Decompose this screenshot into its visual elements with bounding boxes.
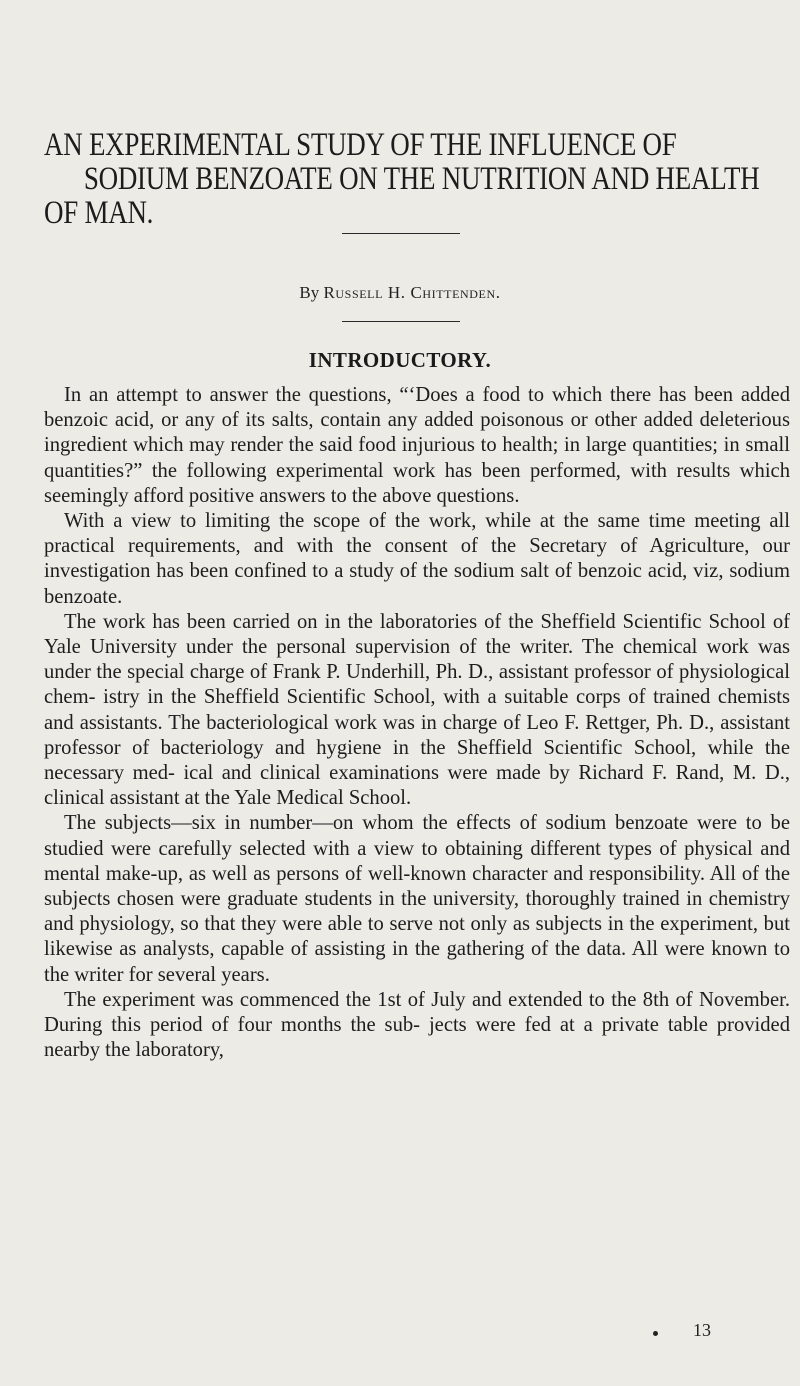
paragraph: The work has been carried on in the laboratories of the Sheffield Scientific School of Yale University under the personal supervision of the writer. The chemical work was under the special charge of Frank P. Underhill, Ph. D., assistant professor of physiological chem- istry in the Sheffield Scientific School, with a suitable corps of trained chemists and assistants. The bacteriological work was in charge of Leo F. Rettger, Ph. D., assistant professor of bacteriology and hygiene in the Sheffield Scientific School, while the necessary med- ical and clinical examinations were made by Richard F. Rand, M. D., clinical assistant at the Yale Medical School. [44,610,790,810]
author-name: Russell H. Chittenden. [323,283,501,302]
body-text [44,383,790,1063]
article-title [44,128,774,230]
ink-mark [653,1331,658,1336]
title-line-1: AN EXPERIMENTAL STUDY OF THE INFLUENCE OF [44,127,677,163]
byline-divider [342,321,460,322]
section-heading: INTRODUCTORY. [308,348,492,372]
title-line-2: SODIUM BENZOATE ON THE NUTRITION AND HEALTH [83,161,760,197]
title-line-3: OF MAN. [44,195,154,231]
paragraph: With a view to limiting the scope of the work, while at the same time meeting all practical requirements, and with the consent of the Secretary of Agriculture, our investigation has been confined to a study of the sodium salt of benzoic acid, viz, sodium benzoate. [44,510,790,608]
paragraph: The experiment was commenced the 1st of July and extended to the 8th of November. During this period of four months the sub- jects were fed at a private table provided nearby the laboratory, [44,988,790,1062]
title-divider [342,233,460,234]
byline-prefix: By [299,283,320,302]
paragraph: In an attempt to answer the questions, “‘Does a food to which there has been added benzoic acid, or any of its salts, contain any added poisonous or other added deleterious ingredient which may render the said food injurious to health; in large quantities; in small quantities?” the following experimental work has been performed, with results which seemingly afford positive answers to the above questions. [44,384,790,507]
paragraph: The subjects—six in number—on whom the effects of sodium benzoate were to be studied were carefully selected with a view to obtaining different types of physical and mental make-up, as well as persons of well-known character and responsibility. All of the subjects chosen were graduate students in the university, thoroughly trained in chemistry and physiology, so that they were able to serve not only as subjects in the experiment, but likewise as analysts, capable of assisting in the gathering of the data. All were known to the writer for several years. [44,812,790,986]
page-number: 13 [693,1320,711,1340]
byline [0,283,800,303]
